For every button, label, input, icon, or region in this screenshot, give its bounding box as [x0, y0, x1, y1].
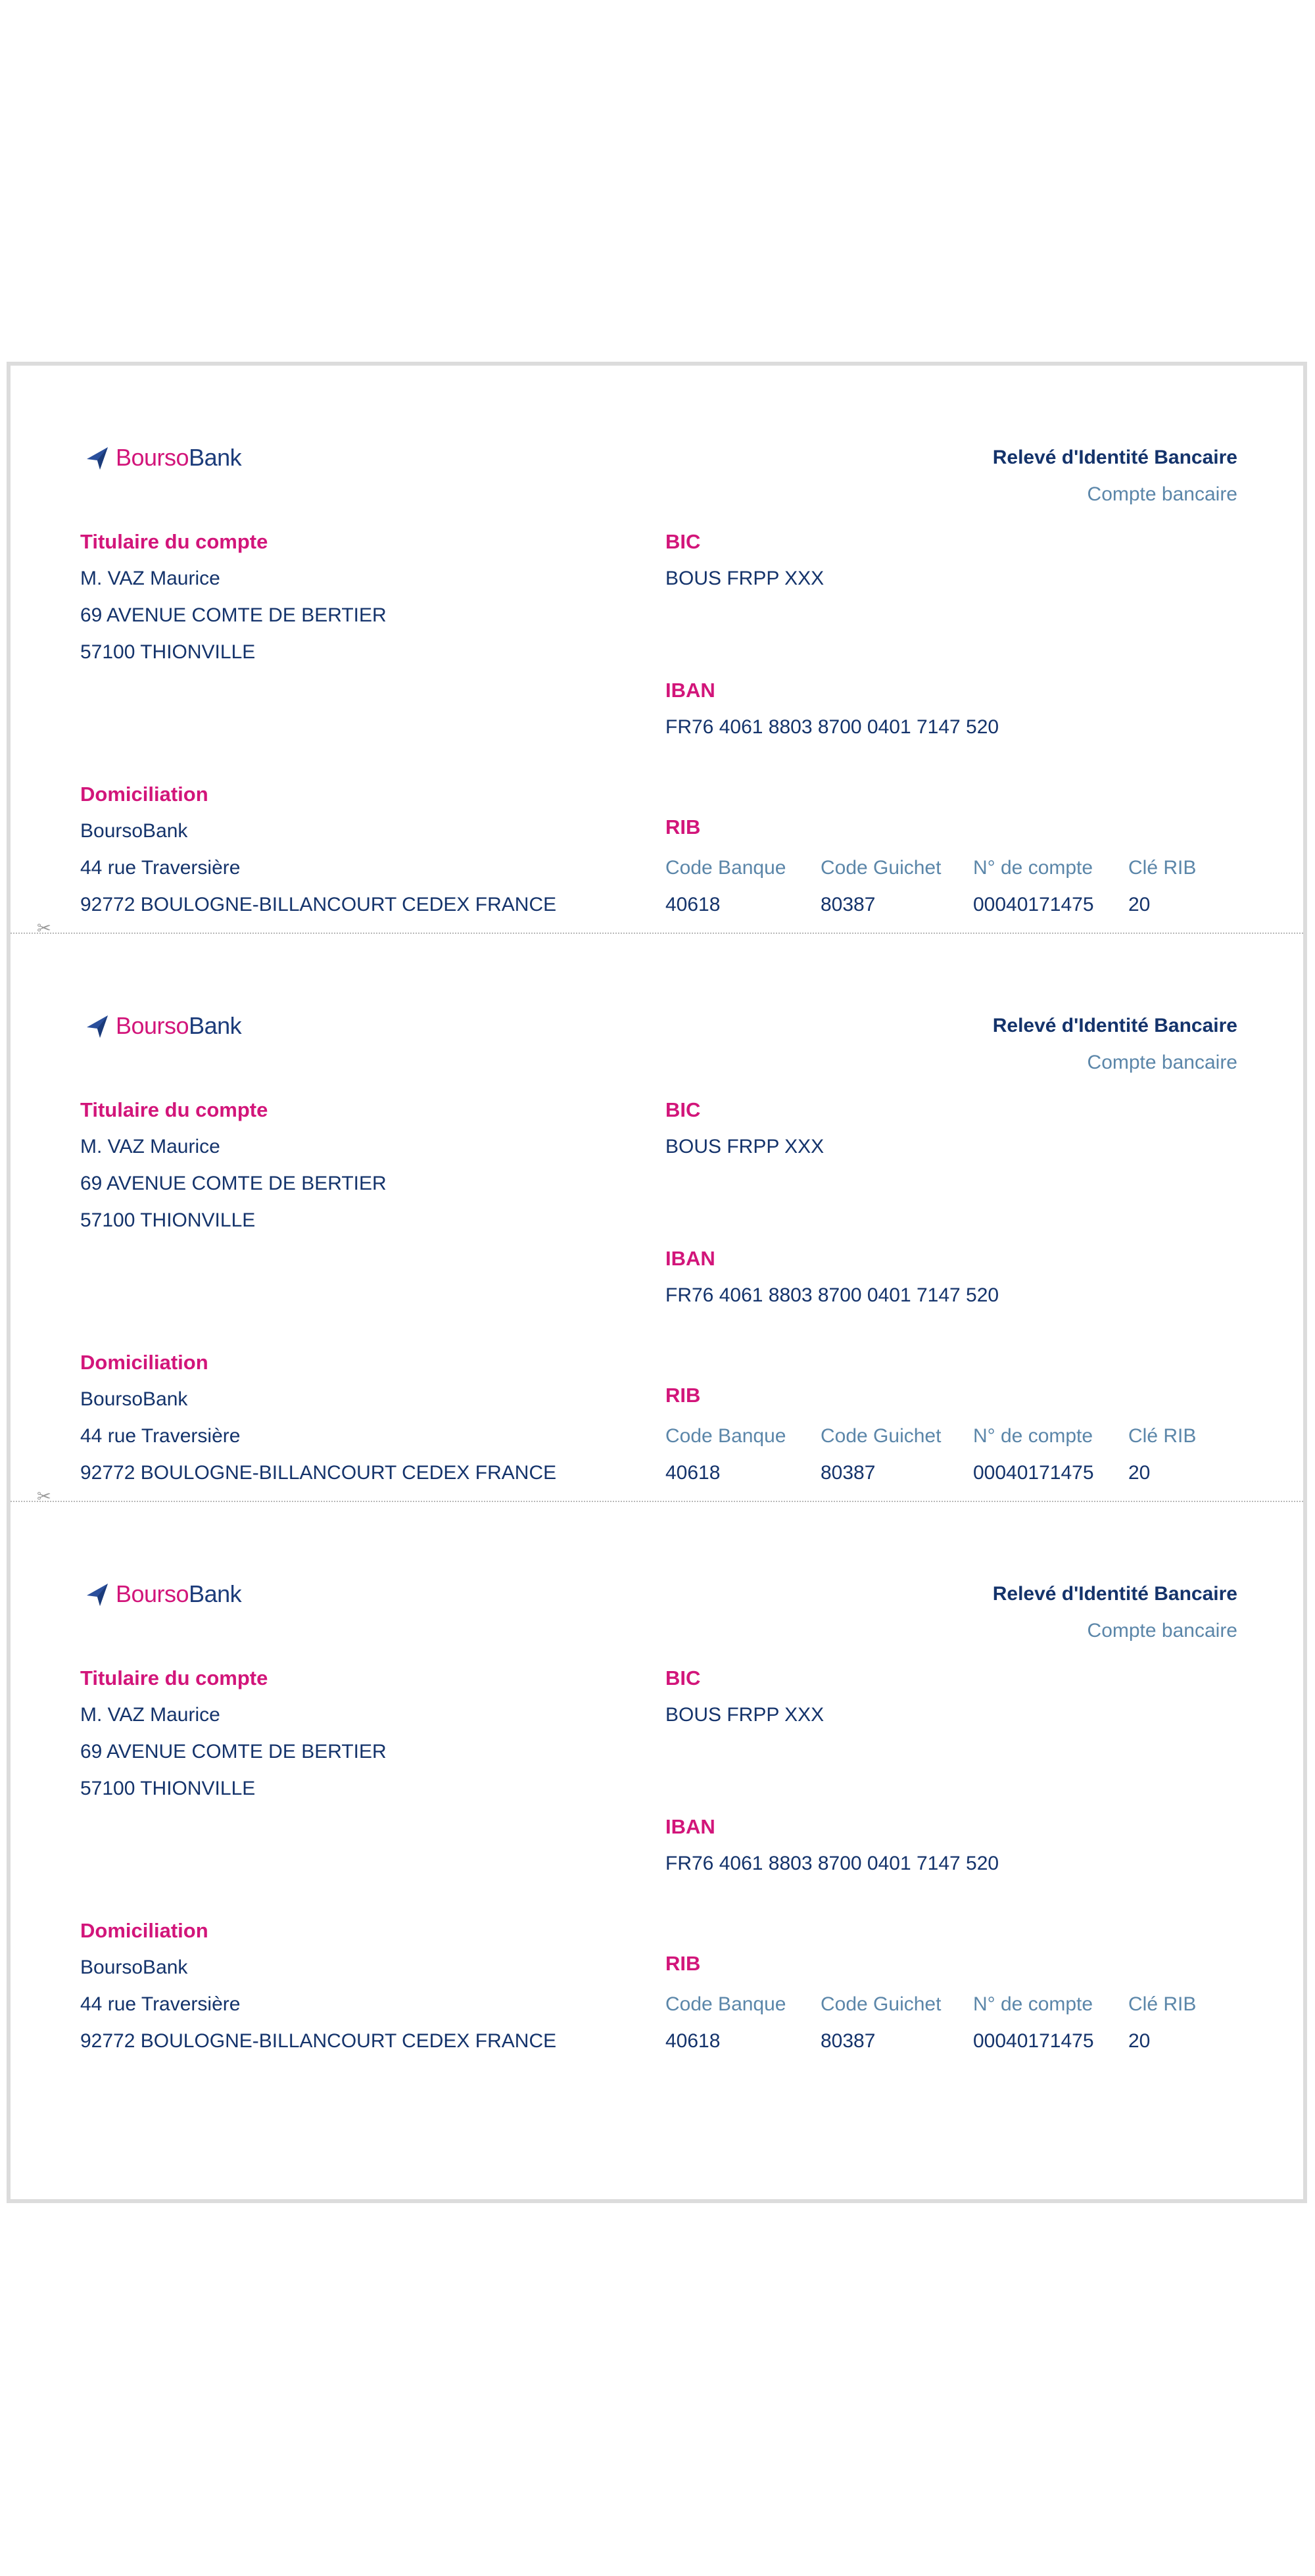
- holder-address-line-1: 69 AVENUE COMTE DE BERTIER: [80, 1173, 387, 1194]
- scissors-icon: ✂: [37, 918, 51, 938]
- holder-label: Titulaire du compte: [80, 1666, 268, 1689]
- domiciliation-address-line-2: 92772 BOULOGNE-BILLANCOURT CEDEX FRANCE: [80, 894, 557, 915]
- rib-block-2: [11, 934, 1303, 1506]
- rib-value-numero-compte: 00040171475: [973, 2030, 1094, 2052]
- boursobank-logo: [84, 1011, 241, 1040]
- rib-value-cle-rib: 20: [1128, 894, 1151, 915]
- holder-address-line-2: 57100 THIONVILLE: [80, 1778, 256, 1799]
- holder-label: Titulaire du compte: [80, 530, 268, 553]
- document-header: [993, 445, 1237, 508]
- bic-value: BOUS FRPP XXX: [665, 568, 825, 589]
- logo-text: BoursoBank: [116, 444, 242, 471]
- iban-label: IBAN: [665, 1247, 715, 1270]
- rib-value-code-banque: 40618: [665, 1462, 721, 1484]
- rib-header-cle-rib: Clé RIB: [1128, 1425, 1197, 1447]
- document-title: Relevé d'Identité Bancaire: [992, 1015, 1237, 1036]
- rib-header-numero-compte: N° de compte: [973, 857, 1093, 879]
- domiciliation-label: Domiciliation: [80, 783, 208, 806]
- rib-header-numero-compte: N° de compte: [973, 1425, 1093, 1447]
- paper-plane-icon: [84, 1013, 110, 1039]
- rib-header-cle-rib: Clé RIB: [1128, 1993, 1197, 2015]
- domiciliation-bank: BoursoBank: [80, 1956, 188, 1978]
- document-subtitle: Compte bancaire: [1087, 483, 1237, 505]
- domiciliation-bank: BoursoBank: [80, 1388, 188, 1410]
- iban-value: FR76 4061 8803 8700 0401 7147 520: [665, 1853, 999, 1874]
- rib-value-code-guichet: 80387: [821, 894, 876, 915]
- iban-value: FR76 4061 8803 8700 0401 7147 520: [665, 1284, 999, 1306]
- rib-header-code-banque: Code Banque: [665, 1993, 786, 2015]
- iban-label: IBAN: [665, 679, 715, 702]
- rib-header-code-guichet: Code Guichet: [821, 1993, 942, 2015]
- domiciliation-bank: BoursoBank: [80, 820, 188, 842]
- bic-label: BIC: [665, 1666, 701, 1689]
- rib-header-code-guichet: Code Guichet: [821, 857, 942, 879]
- boursobank-logo: [84, 443, 241, 472]
- rib-header-code-banque: Code Banque: [665, 857, 786, 879]
- domiciliation-address-line-1: 44 rue Traversière: [80, 1425, 241, 1447]
- rib-label: RIB: [665, 1384, 701, 1407]
- document-header: [993, 1013, 1237, 1076]
- rib-value-code-banque: 40618: [665, 2030, 721, 2052]
- domiciliation-address-line-2: 92772 BOULOGNE-BILLANCOURT CEDEX FRANCE: [80, 1462, 557, 1484]
- domiciliation-address-line-1: 44 rue Traversière: [80, 1993, 241, 2015]
- holder-name: M. VAZ Maurice: [80, 568, 220, 589]
- logo-text: BoursoBank: [116, 1012, 242, 1039]
- rib-document: [7, 362, 1307, 2203]
- bic-label: BIC: [665, 530, 701, 553]
- bic-value: BOUS FRPP XXX: [665, 1136, 825, 1157]
- holder-address-line-2: 57100 THIONVILLE: [80, 1209, 256, 1231]
- rib-value-code-guichet: 80387: [821, 1462, 876, 1484]
- rib-value-numero-compte: 00040171475: [973, 894, 1094, 915]
- boursobank-logo: [84, 1580, 241, 1609]
- iban-value: FR76 4061 8803 8700 0401 7147 520: [665, 716, 999, 738]
- logo-text: BoursoBank: [116, 1580, 242, 1607]
- rib-value-code-banque: 40618: [665, 894, 721, 915]
- document-title: Relevé d'Identité Bancaire: [992, 447, 1237, 468]
- domiciliation-label: Domiciliation: [80, 1919, 208, 1942]
- rib-header-cle-rib: Clé RIB: [1128, 857, 1197, 879]
- document-title: Relevé d'Identité Bancaire: [992, 1583, 1237, 1605]
- rib-header-numero-compte: N° de compte: [973, 1993, 1093, 2015]
- holder-name: M. VAZ Maurice: [80, 1704, 220, 1726]
- domiciliation-address-line-2: 92772 BOULOGNE-BILLANCOURT CEDEX FRANCE: [80, 2030, 557, 2052]
- rib-label: RIB: [665, 1952, 701, 1975]
- scissors-icon: ✂: [37, 1486, 51, 1506]
- rib-value-numero-compte: 00040171475: [973, 1462, 1094, 1484]
- holder-address-line-1: 69 AVENUE COMTE DE BERTIER: [80, 604, 387, 626]
- document-subtitle: Compte bancaire: [1087, 1052, 1237, 1073]
- domiciliation-address-line-1: 44 rue Traversière: [80, 857, 241, 879]
- rib-value-cle-rib: 20: [1128, 1462, 1151, 1484]
- paper-plane-icon: [84, 445, 110, 471]
- bic-value: BOUS FRPP XXX: [665, 1704, 825, 1726]
- document-header: [993, 1581, 1237, 1644]
- holder-label: Titulaire du compte: [80, 1098, 268, 1121]
- rib-header-code-banque: Code Banque: [665, 1425, 786, 1447]
- holder-name: M. VAZ Maurice: [80, 1136, 220, 1157]
- rib-label: RIB: [665, 815, 701, 838]
- iban-label: IBAN: [665, 1815, 715, 1838]
- paper-plane-icon: [84, 1581, 110, 1607]
- rib-block-3: [11, 1502, 1303, 2070]
- rib-block-1: [11, 366, 1303, 938]
- holder-address-line-1: 69 AVENUE COMTE DE BERTIER: [80, 1741, 387, 1762]
- rib-value-code-guichet: 80387: [821, 2030, 876, 2052]
- rib-value-cle-rib: 20: [1128, 2030, 1151, 2052]
- bic-label: BIC: [665, 1098, 701, 1121]
- domiciliation-label: Domiciliation: [80, 1351, 208, 1374]
- document-subtitle: Compte bancaire: [1087, 1620, 1237, 1641]
- holder-address-line-2: 57100 THIONVILLE: [80, 641, 256, 663]
- rib-header-code-guichet: Code Guichet: [821, 1425, 942, 1447]
